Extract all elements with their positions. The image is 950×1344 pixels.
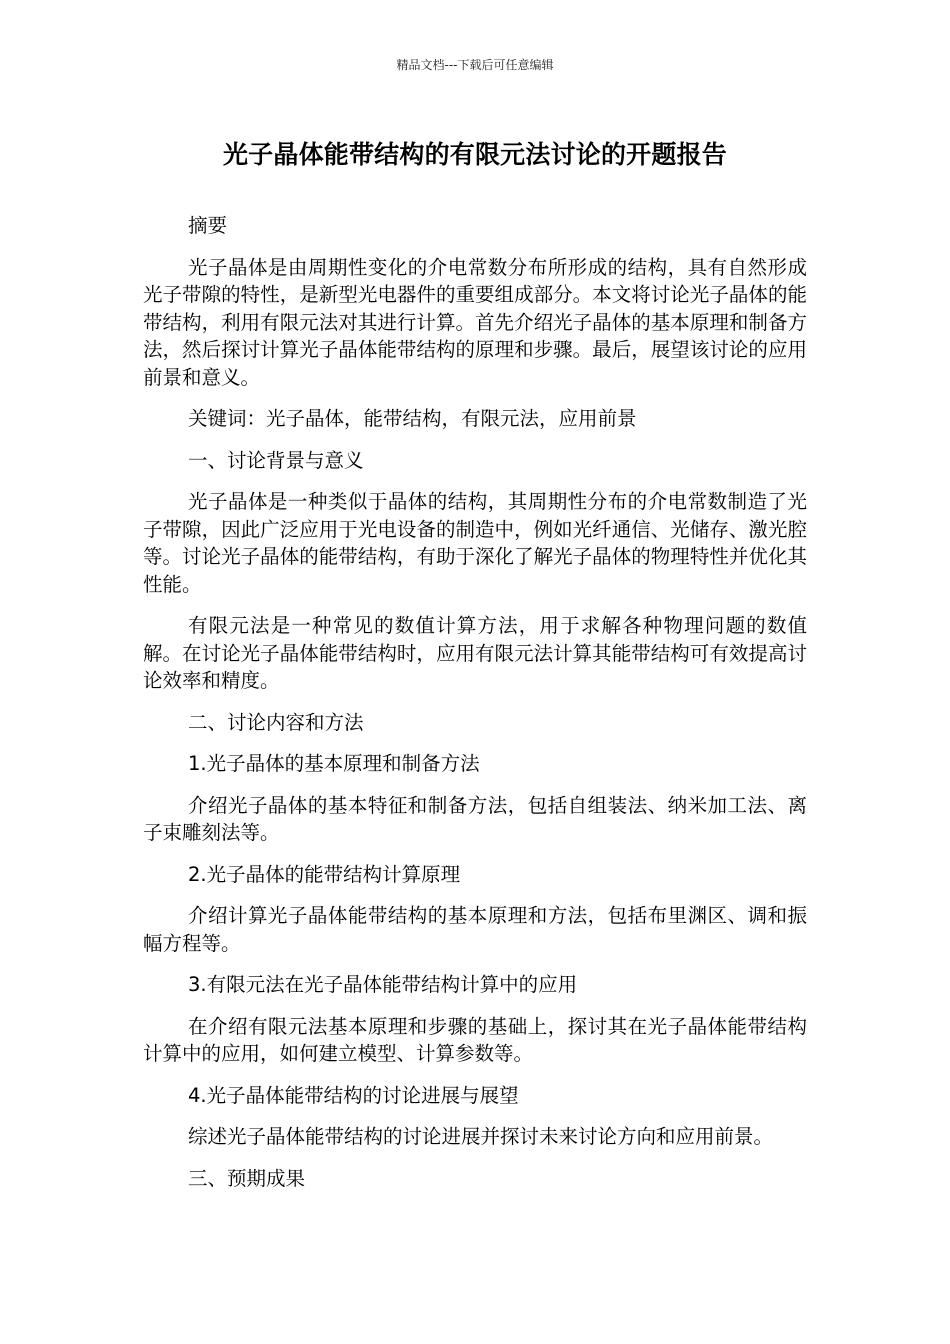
subsection-3-paragraph: 在介绍有限元法基本原理和步骤的基础上，探讨其在光子晶体能带结构计算中的应用，如何建立模型、计算参数等。 (143, 1014, 807, 1065)
section-heading-background: 一、讨论背景与意义 (188, 448, 364, 472)
subheading-2: 2.光子晶体的能带结构计算原理 (188, 862, 461, 886)
subheading-3: 3.有限元法在光子晶体能带结构计算中的应用 (188, 973, 578, 996)
subsection-4-paragraph: 综述光子晶体能带结构的讨论进展并探讨未来讨论方向和应用前景。 (188, 1125, 774, 1148)
page-header: 精品文档---下载后可任意编辑 (396, 58, 554, 72)
subsection-1-paragraph: 介绍光子晶体的基本特征和制备方法，包括自组装法、纳米加工法、离子束雕刻法等。 (143, 793, 807, 844)
subsection-2-paragraph: 介绍计算光子晶体能带结构的基本原理和方法，包括布里渊区、调和振幅方程等。 (143, 904, 807, 955)
section-heading-content-methods: 二、讨论内容和方法 (188, 710, 364, 734)
abstract-paragraph: 光子晶体是由周期性变化的介电常数分布所形成的结构，具有自然形成光子带隙的特性，是新型光电器件的重要组成部分。本文将讨论光子晶体的能带结构，利用有限元法对其进行计算。首先介绍光子晶体的基本原理和制备方法，然后探讨计算光子晶体能带结构的原理和步骤。最后，展望该讨论的应用前景和意义。 (143, 255, 807, 389)
document-title: 光子晶体能带结构的有限元法讨论的开题报告 (222, 140, 727, 169)
background-paragraph-2: 有限元法是一种常见的数值计算方法，用于求解各种物理问题的数值解。在讨论光子晶体能带结构时，应用有限元法计算其能带结构可有效提高讨论效率和精度。 (143, 614, 807, 692)
document-body (143, 212, 807, 1206)
subheading-4: 4.光子晶体能带结构的讨论进展与展望 (188, 1083, 519, 1107)
section-heading-expected-results: 三、预期成果 (188, 1166, 306, 1190)
keywords-line: 关键词：光子晶体，能带结构，有限元法，应用前景 (188, 407, 637, 430)
background-paragraph-1: 光子晶体是一种类似于晶体的结构，其周期性分布的介电常数制造了光子带隙，因此广泛应用于光电设备的制造中，例如光纤通信、光储存、激光腔等。讨论光子晶体的能带结构，有助于深化了解光子晶体的物理特性并优化其性能。 (143, 490, 807, 596)
subheading-1: 1.光子晶体的基本原理和制备方法 (188, 752, 480, 775)
abstract-heading: 摘要 (188, 214, 228, 237)
